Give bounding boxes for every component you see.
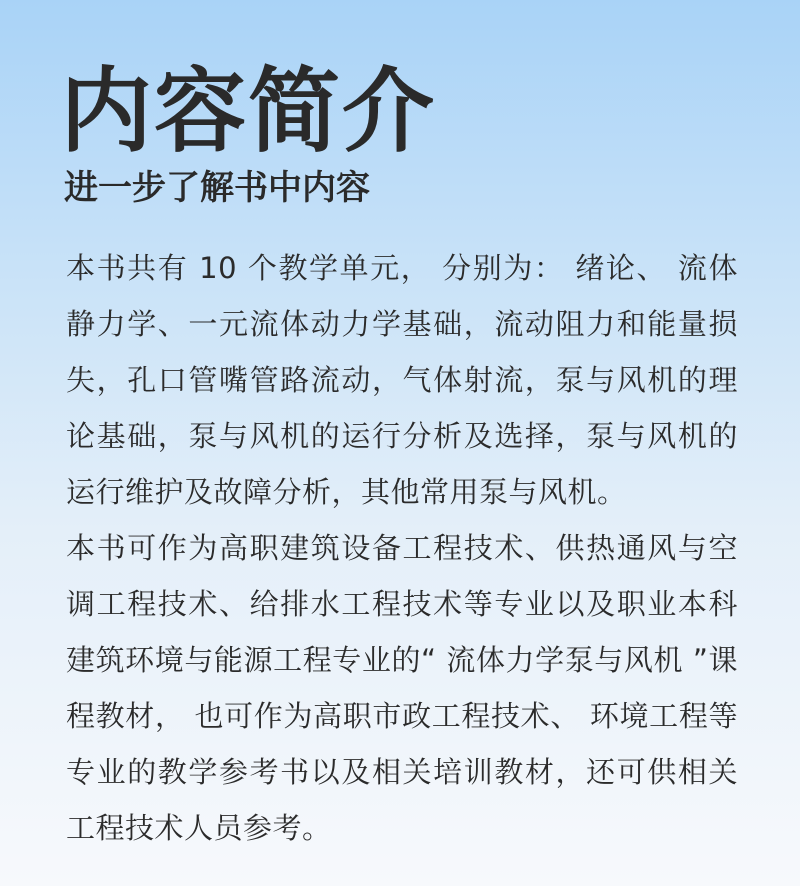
paragraph-usage: 本书可作为高职建筑设备工程技术、供热通风与空调工程技术、给排水工程技术等专业以及职业本科建筑环境与能源工程专业的“ 流体力学泵与风机 ”课程教材， 也可作为高职市政工程技术、 环境工程等专业的教学参考书以及相关培训教材，还可供相关工程技术人员参考。 [66, 531, 738, 845]
page-subtitle: 进一步了解书中内容 [64, 168, 370, 208]
page-title: 内容简介 [60, 58, 437, 165]
paragraph-units: 本书共有 10 个教学单元， 分别为： 绪论、 流体静力学、一元流体动力学基础，流动阻力和能量损失，孔口管嘴管路流动，气体射流，泵与风机的理论基础，泵与风机的运行分析及选择，泵与风机的运行维护及故障分析，其他常用泵与风机。 [66, 251, 738, 509]
description-body [66, 240, 738, 856]
